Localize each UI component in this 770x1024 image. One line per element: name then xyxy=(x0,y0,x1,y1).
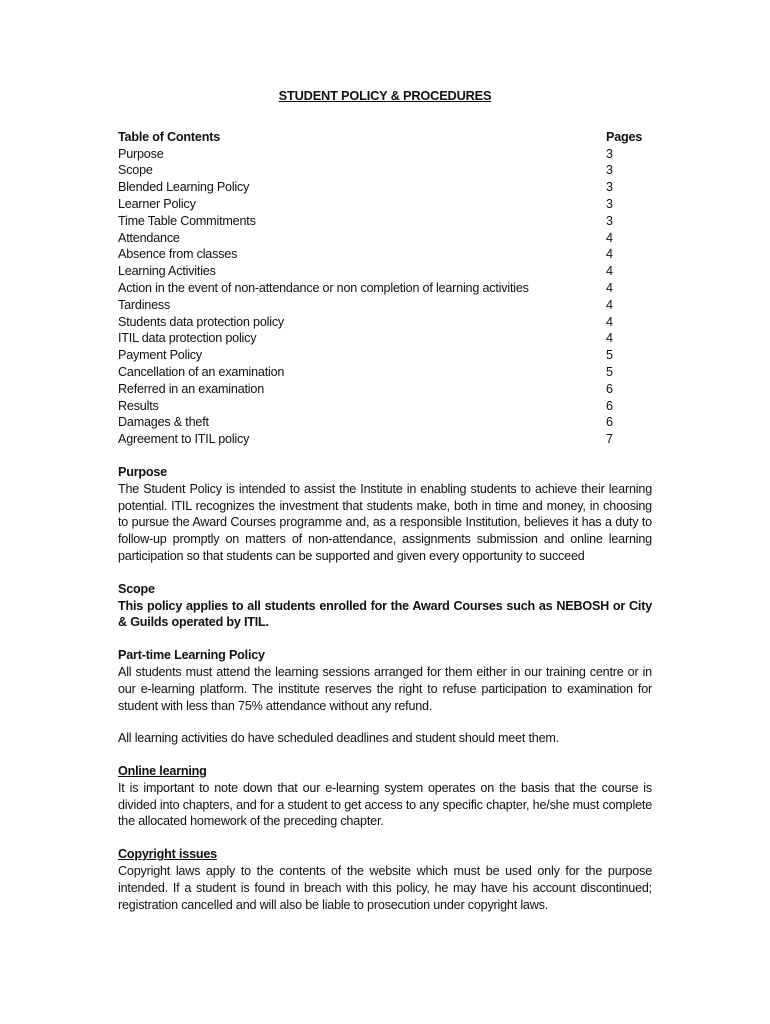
toc-item-page: 4 xyxy=(606,314,613,329)
toc-heading: Table of Contents xyxy=(118,129,221,144)
toc-row xyxy=(118,179,652,196)
toc-item-label: Blended Learning Policy xyxy=(118,180,250,195)
toc-row xyxy=(118,213,652,230)
toc-item-label: Absence from classes xyxy=(118,247,238,262)
toc-item-label: Action in the event of non-attendance or non completion of learning activities xyxy=(118,280,529,295)
toc-row xyxy=(118,431,652,448)
toc-item-page: 3 xyxy=(606,213,613,228)
toc-row xyxy=(118,314,652,331)
toc-item-label: Referred in an examination xyxy=(118,381,265,396)
toc-item-page: 3 xyxy=(606,180,613,195)
toc-item-label: Time Table Commitments xyxy=(118,213,256,228)
parttime-section xyxy=(118,647,652,747)
toc-item-label: Scope xyxy=(118,163,153,178)
purpose-heading: Purpose xyxy=(118,464,167,479)
document-title: STUDENT POLICY & PROCEDURES xyxy=(278,88,492,103)
toc-item-page: 5 xyxy=(606,348,613,363)
toc-row xyxy=(118,381,652,398)
online-heading: Online learning xyxy=(118,764,207,779)
online-paragraph: It is important to note down that our e-learning system operates on the basis that the course is divided into chapters, and for a student to get access to any specific chapter, he/she must complete the allocated homework of the preceding chapter. xyxy=(118,780,652,829)
toc-item-label: Attendance xyxy=(118,230,180,245)
toc-item-label: Cancellation of an examination xyxy=(118,364,285,379)
toc-item-label: Purpose xyxy=(118,146,164,161)
toc-item-page: 3 xyxy=(606,163,613,178)
toc-item-label: Tardiness xyxy=(118,297,171,312)
scope-paragraph: This policy applies to all students enrolled for the Award Courses such as NEBOSH or City & Guilds operated by ITIL. xyxy=(118,598,652,630)
toc-item-label: Agreement to ITIL policy xyxy=(118,432,250,447)
copyright-heading: Copyright issues xyxy=(118,847,217,862)
scope-heading: Scope xyxy=(118,581,155,596)
toc-row xyxy=(118,280,652,297)
copyright-paragraph: Copyright laws apply to the contents of the website which must be used only for the purpose intended. If a student is found in breach with this policy, he may have his account discontinued; registration cancelled and will also be liable to prosecution under copyright laws. xyxy=(118,864,652,912)
scope-section xyxy=(118,581,652,631)
toc-pages-heading: Pages xyxy=(606,129,643,144)
document-content xyxy=(118,88,652,913)
toc-item-page: 4 xyxy=(606,331,613,346)
toc-row xyxy=(118,330,652,347)
toc-row xyxy=(118,414,652,431)
toc-row xyxy=(118,398,652,415)
toc-row xyxy=(118,246,652,263)
toc-item-page: 3 xyxy=(606,196,613,211)
purpose-section xyxy=(118,464,652,565)
toc-item-label: Damages & theft xyxy=(118,415,209,430)
toc-row xyxy=(118,162,652,179)
toc-item-label: ITIL data protection policy xyxy=(118,331,257,346)
toc-item-page: 4 xyxy=(606,280,613,295)
toc-item-page: 3 xyxy=(606,146,613,161)
toc-item-page: 4 xyxy=(606,264,613,279)
toc-item-page: 4 xyxy=(606,247,613,262)
toc-item-label: Learner Policy xyxy=(118,196,196,211)
toc-item-page: 6 xyxy=(606,381,613,396)
toc-item-label: Payment Policy xyxy=(118,348,202,363)
toc-item-page: 5 xyxy=(606,364,613,379)
toc-row xyxy=(118,196,652,213)
toc-item-page: 4 xyxy=(606,230,613,245)
copyright-section xyxy=(118,846,652,913)
toc-item-label: Students data protection policy xyxy=(118,314,285,329)
toc-header xyxy=(118,129,652,146)
toc-row xyxy=(118,230,652,247)
table-of-contents xyxy=(118,129,652,448)
toc-row xyxy=(118,347,652,364)
toc-item-label: Results xyxy=(118,398,159,413)
toc-row xyxy=(118,263,652,280)
toc-item-page: 4 xyxy=(606,297,613,312)
toc-row xyxy=(118,146,652,163)
toc-row xyxy=(118,297,652,314)
online-section xyxy=(118,763,652,830)
parttime-paragraph-2: All learning activities do have scheduled deadlines and student should meet them. xyxy=(118,731,559,746)
toc-item-page: 7 xyxy=(606,432,613,447)
purpose-paragraph: The Student Policy is intended to assist the Institute in enabling students to achieve their learning potential. ITIL recognizes the investment that students make, both in time and money, in choosing to pursue the Award Courses programme and, as a responsible Institution, believes it has a duty to follow-up promptly on matters of non-attendance, assignments submission and online learning participation so that students can be supported and given every opportunity to succeed xyxy=(118,481,652,563)
toc-item-label: Learning Activities xyxy=(118,264,216,279)
toc-item-page: 6 xyxy=(606,398,613,413)
parttime-heading: Part-time Learning Policy xyxy=(118,648,265,663)
toc-row xyxy=(118,364,652,381)
parttime-paragraph-1: All students must attend the learning sessions arranged for them either in our training centre or in our e-learning platform. The institute reserves the right to refuse participation to examination for student with less than 75% attendance without any refund. xyxy=(118,664,652,713)
toc-item-page: 6 xyxy=(606,415,613,430)
